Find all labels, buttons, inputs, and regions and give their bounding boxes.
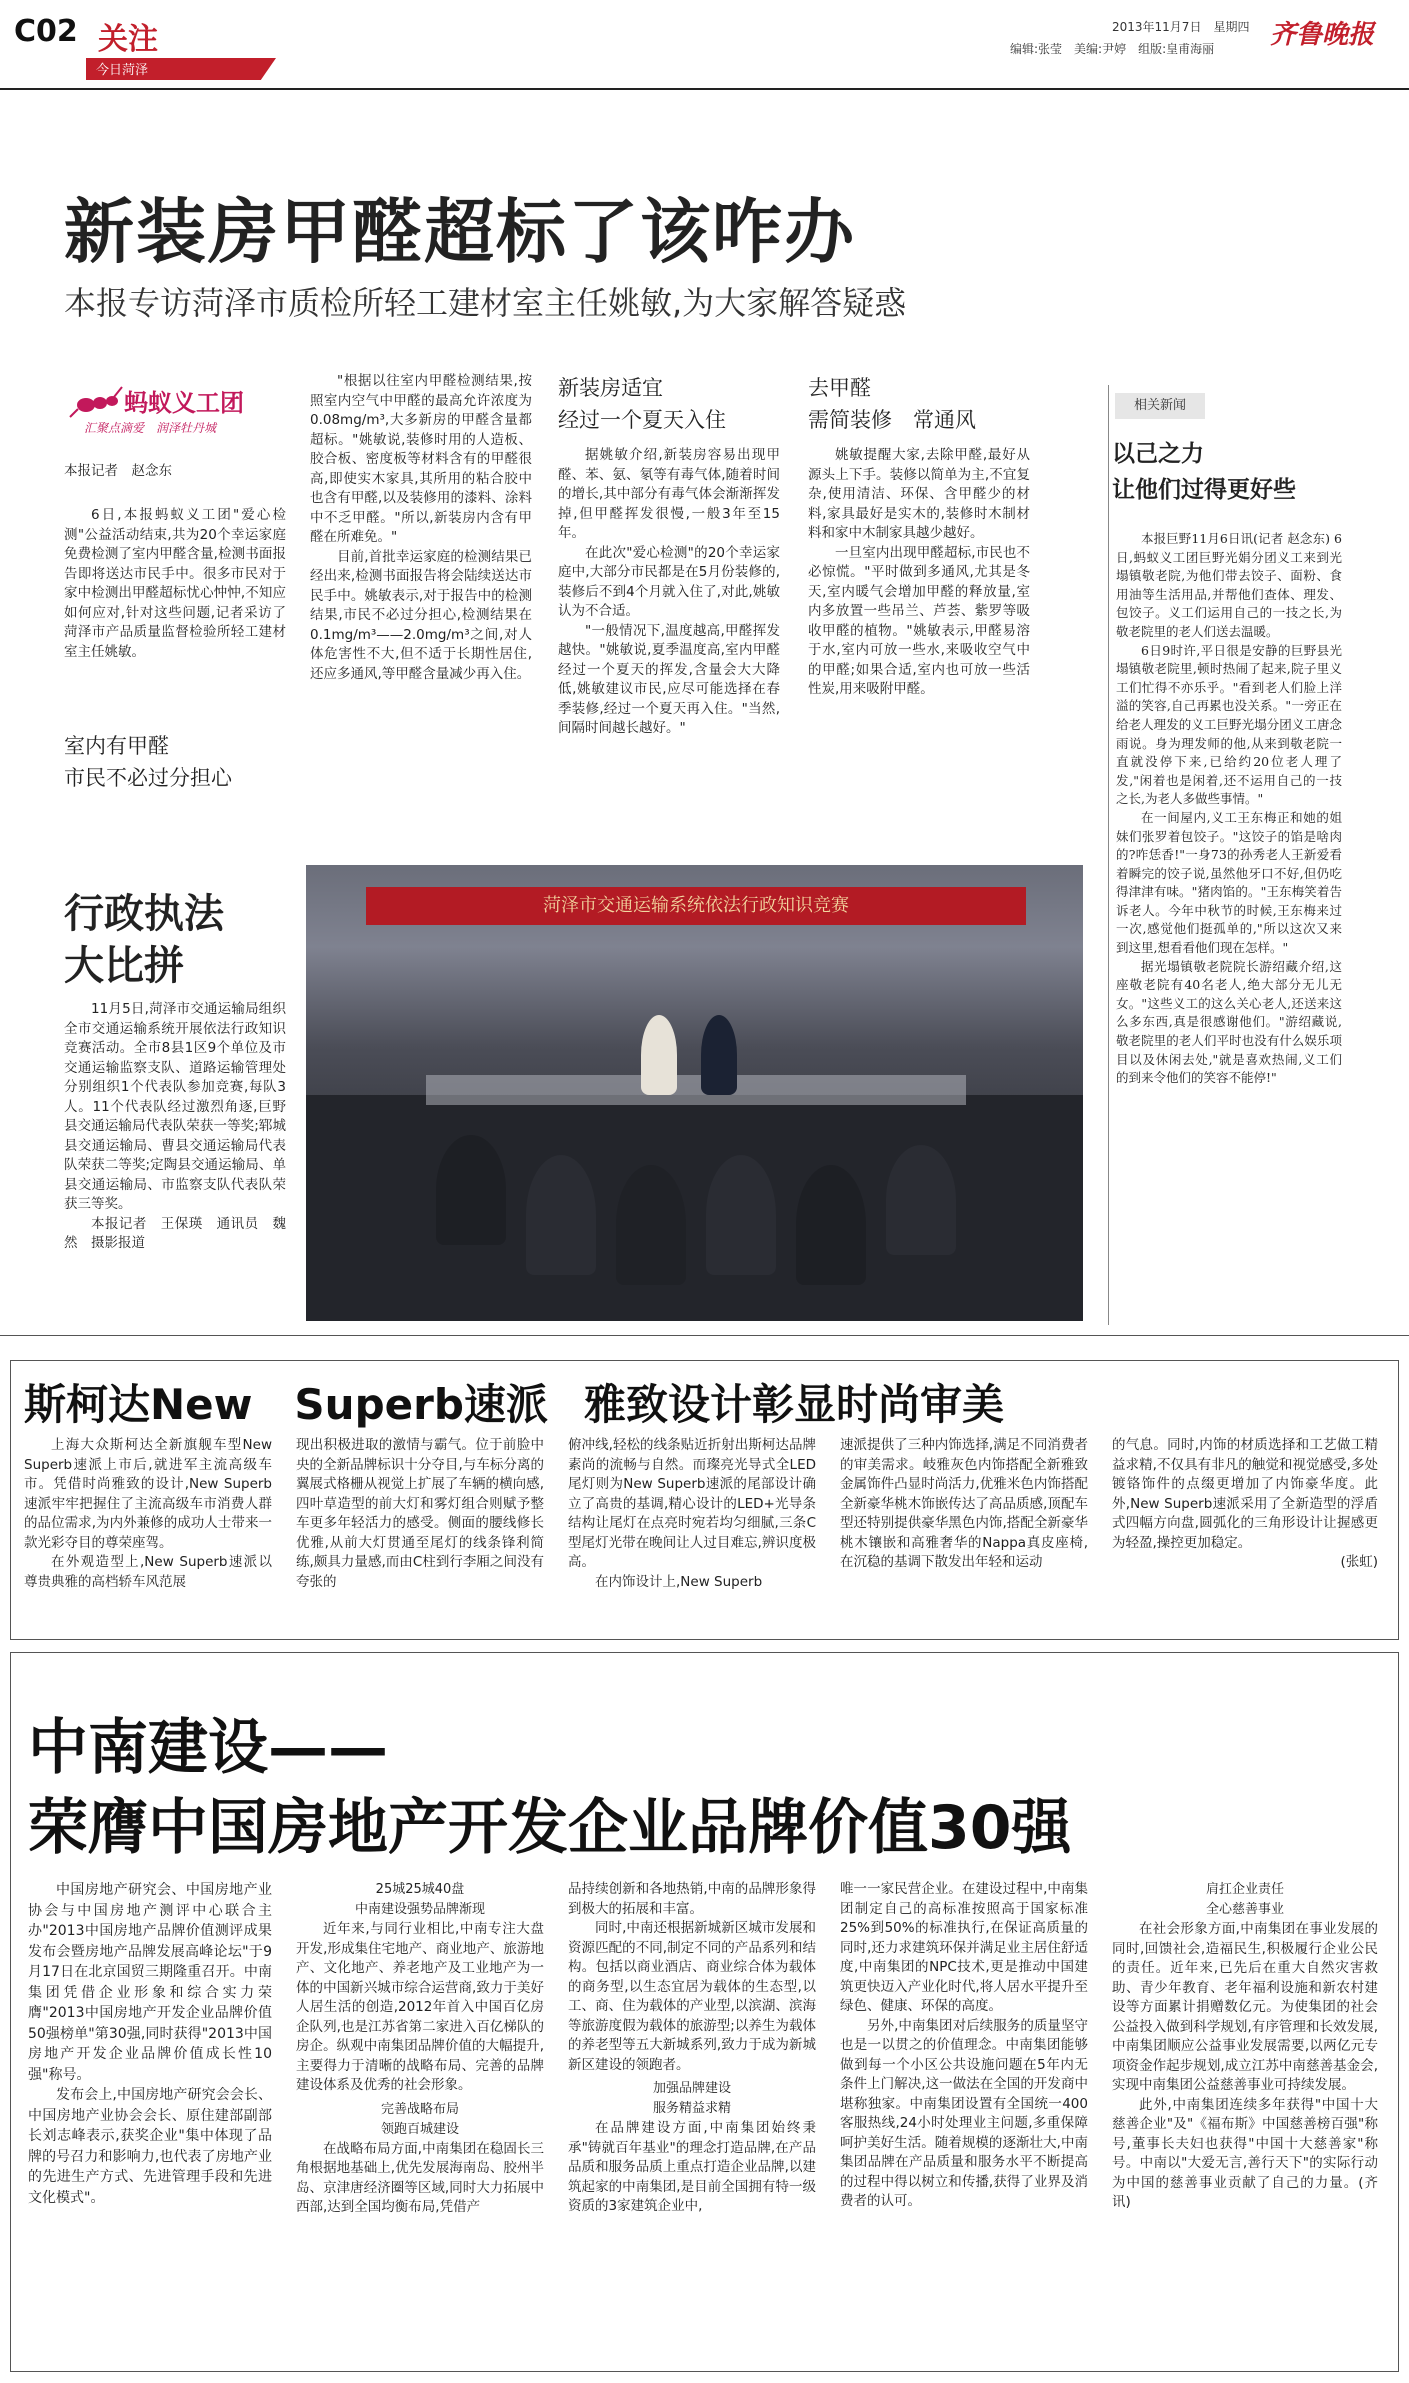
lead-col4-para2: 一旦室内出现甲醛超标,市民也不必惊慌。"平时做到多通风,尤其是冬天,室内暖气会增加甲醛的释放量,室内多放置一些吊兰、芦荟、紫罗等吸收甲醛的植物。"姚敏表示,甲醛易溶于水,室内可放一些水,来吸收空气中的甲醛;如果合适,室内也可放一些活性炭,用来吸附甲醛。 <box>808 544 1030 697</box>
page-number: C02 <box>14 14 78 49</box>
photo-person <box>526 1155 596 1275</box>
zhongnan-col1-para2: 发布会上,中国房地产研究会会长、中国房地产业协会会长、原住建部副部长刘志峰表示,获奖企业"集中体现了品牌的号召力和影响力,也代表了房地产业的先进生产方式、先进管理手段和先进文化模式"。 <box>28 2087 272 2206</box>
zhongnan-col3-head2: 服务精益求精 <box>652 2101 731 2116</box>
photo-person <box>436 1135 506 1245</box>
zhongnan-col4 <box>840 1880 1088 2212</box>
lead-col4-head <box>808 372 1028 436</box>
lead-col1-head-line1: 室内有甲醛 <box>64 734 169 758</box>
zhongnan-col2-para1: 近年来,与同行业相比,中南专注大盘开发,形成集住宅地产、商业地产、旅游地产、文化地产、养老地产及工业地产为一体的中国新兴城市综合运营商,致力于美好人居生活的创造,2012年首入中国百亿房企队列,也是江苏省第二家进入百亿梯队的房企。纵观中南集团品牌价值的大幅提升,主要得力于清晰的战略布局、完善的品牌建设体系及优秀的社会形象。 <box>296 1921 544 2093</box>
zhongnan-col1-para1: 中国房地产研究会、中国房地产业协会与中国房地产测评中心联合主办"2013中国房地产品牌价值测评成果发布会暨房地产品牌发展高峰论坛"于9月17日在北京国贸三期隆重召开。中南集团凭借企业形象和综合实力荣膺"2013中国房地产开发企业品牌价值50强榜单"第30强,同时获得"2013中国房地产开发企业品牌价值成长性10强"称号。 <box>28 1882 272 2083</box>
lead-col4-para1: 姚敏提醒大家,去除甲醛,最好从源头上下手。装修以简单为主,不宜复杂,使用清洁、环保、含甲醛少的材料,家具最好是实木的,装修时木制材料和家中木制家具越少越好。 <box>808 447 1030 541</box>
zhongnan-title1: 中南建设—— <box>28 1713 388 1783</box>
lead-col2 <box>310 372 532 684</box>
skoda-col5-para: 的气息。同时,内饰的材质选择和工艺做工精益求精,不仅具有非凡的触觉和视觉感受,多处镀铬饰件的点缀更增加了内饰豪华度。此外,New Superb速派采用了全新造型的浮盾式四幅方向盘,圆弧化的三角形设计让握感更为轻盈,操控更加稳定。 <box>1112 1437 1378 1551</box>
law-body <box>64 1000 286 1254</box>
photo-banner-text: 菏泽市交通运输系统依法行政知识竞赛 <box>543 895 849 916</box>
newspaper-logo: 齐鲁晚报 <box>1270 20 1375 50</box>
zhongnan-col3-head1: 加强品牌建设 <box>652 2081 731 2096</box>
photo-host <box>701 1015 737 1095</box>
zhongnan-col3-para2: 同时,中南还根据新城新区城市发展和资源匹配的不同,制定不同的产品系列和结构。包括以商业酒店、商业综合体为载体的商务型,以生态宜居为载体的生态型,以工、商、住为载体的产业型,以滨湖、滨海等旅游度假为载体的旅游型;以养生为载体的养老型等五大新城系列,致力于成为新城新区建设的领跑者。 <box>568 1920 816 2073</box>
zhongnan-col5-head2: 全心慈善事业 <box>1205 1902 1284 1917</box>
skoda-col1 <box>24 1436 272 1592</box>
law-para: 11月5日,菏泽市交通运输局组织全市交通运输系统开展依法行政知识竞赛活动。全市8县1区9个单位及市交通运输监察支队、道路运输管理处分别组织1个代表队参加竞赛,每队3人。11个代表队经过激烈角逐,巨野县交通运输局代表队荣获一等奖;郓城县交通运输局、曹县交通运输局代表队荣获二等奖;定陶县交通运输局、单县交通运输局、市监察支队代表队荣获三等奖。 <box>64 1001 286 1212</box>
contest-photo <box>306 865 1083 1321</box>
subsection-label: 今日菏泽 <box>96 63 149 78</box>
skoda-col4 <box>840 1436 1088 1573</box>
lead-col3-para2: 在此次"爱心检测"的20个幸运家庭中,大部分市民都是在5月份装修的,装修后不到4个月就入住了,对此,姚敏认为不合适。 <box>558 544 780 619</box>
skoda-col1-para2: 在外观造型上,New Superb速派以尊贵典雅的高档轿车风范展 <box>24 1554 272 1590</box>
zhongnan-col2-head4: 领跑百城建设 <box>380 2121 459 2137</box>
photo-floor <box>306 1095 1083 1321</box>
lead-byline: 本报记者 赵念东 <box>64 463 172 479</box>
lead-col3-head <box>558 372 778 436</box>
zhongnan-title2: 荣膺中国房地产开发企业品牌价值30强 <box>28 1793 1072 1863</box>
skoda-col1-para1: 上海大众斯柯达全新旗舰车型New Superb速派上市后,就进军主流高级车市。凭借时尚雅致的设计,New Superb速派牢牢把握住了主流高级车市消费人群的品位需求,为内外兼修的成功人士带来一款光彩夺目的尊荣座驾。 <box>24 1437 272 1551</box>
lead-col4-head-line1: 去甲醛 <box>808 376 871 400</box>
lead-col1-para: 6日,本报蚂蚁义工团"爱心检测"公益活动结束,共为20个幸运家庭免费检测了室内甲醛含量,检测书面报告即将送达市民手中。很多市民对于家中检测出甲醛超标忧心忡忡,不知应如何应对,针对这些问题,记者采访了菏泽市产品质量监督检验所轻工建材室主任姚敏。 <box>64 507 286 660</box>
lead-col3-head-line1: 新装房适宜 <box>558 376 663 400</box>
sidebar-headline <box>1112 436 1340 508</box>
zhongnan-col2-head2: 中南建设强势品牌渐现 <box>354 1902 485 1917</box>
law-byline: 本报记者 王保瑛 通讯员 魏然 摄影报道 <box>64 1215 286 1251</box>
photo-person <box>796 1165 866 1285</box>
lead-col1-head <box>64 730 286 794</box>
issue-date: 2013年11月7日 星期四 <box>1112 20 1250 34</box>
law-headline <box>64 888 294 992</box>
zhongnan-col2-para2: 在战略布局方面,中南集团在稳固长三角根据地基础上,优先发展海南岛、胶州半岛、京津唐经济圈等区域,同时大力拓展中西部,达到全国均衡布局,凭借产 <box>296 2140 544 2215</box>
skoda-credit: (张虹) <box>1340 1554 1378 1570</box>
skoda-col2-para: 现出积极进取的激情与霸气。位于前脸中央的全新品牌标识十分夺目,与车标分离的翼展式格栅从视觉上扩展了车辆的横向感,四叶草造型的前大灯和雾灯组合则赋予整车更多年轻活力的感受。侧面的腰线修长优雅,从前大灯贯通至尾灯的线条锋利简练,颇具力量感,而由C柱到行李厢之间没有夸张的 <box>296 1437 544 1590</box>
lead-col4 <box>808 446 1030 700</box>
section-title: 关注 <box>98 22 158 57</box>
zhongnan-col4-para1: 唯一一家民营企业。在建设过程中,中南集团制定自己的高标准按照高于国家标准25%到50%的标准执行,在保证高质量的同时,还力求建筑环保并满足业主居住舒适度,中南集团的NPC技术,更是推动中国建筑更快迈入产业化时代,将人居水平提升至绿色、健康、环保的高度。 <box>840 1881 1088 2014</box>
lead-col3-para3: "一般情况下,温度越高,甲醛挥发越快。"姚敏说,夏季温度高,室内甲醛经过一个夏天的挥发,含量会大大降低,姚敏建议市民,应尽可能选择在春季装修,经过一个夏天再入住。"当然,间隔时间越长越好。" <box>558 622 780 736</box>
law-headline-line2: 大比拼 <box>64 943 184 989</box>
skoda-col3-para2: 在内饰设计上,New Superb <box>595 1573 763 1590</box>
zhongnan-col3 <box>568 1880 816 2217</box>
skoda-col4-para: 速派提供了三种内饰选择,满足不同消费者的审美需求。岐雅灰色内饰搭配全新雅致金属饰件凸显时尚活力,优雅米色内饰搭配全新豪华桃木饰嵌传达了高品质感,顶配车型还特别提供豪华黑色内饰,搭配全新豪华桃木镶嵌和高雅奢华的Nappa真皮座椅,在沉稳的基调下散发出年轻和运动 <box>840 1437 1088 1570</box>
zhongnan-col2-head1: 25城25城40盘 <box>375 1882 465 1897</box>
skoda-col2 <box>296 1436 544 1592</box>
section-rule <box>0 1335 1409 1336</box>
zhongnan-col1 <box>28 1880 272 2208</box>
zhongnan-col4-para2: 另外,中南集团对后续服务的质量坚守也是一以贯之的价值理念。中南集团能够做到每一个小区公共设施问题在5年内无条件上门解决,这一做法在全国的开发商中堪称独家。中南集团设置有全国统一400客服热线,24小时处理业主问题,多重保障呵护美好生活。随着规模的逐渐壮大,中南集团品牌在产品质量和服务水平不断提高的过程中得以树立和传播,获得了业界及消费者的认可。 <box>840 2017 1088 2209</box>
zhongnan-col5-head1: 肩扛企业责任 <box>1205 1882 1284 1897</box>
lead-subheadline: 本报专访菏泽市质检所轻工建材室主任姚敏,为大家解答疑惑 <box>64 284 907 322</box>
zhongnan-col3-para1: 品持续创新和各地热销,中南的品牌形象得到极大的拓展和丰富。 <box>568 1881 816 1917</box>
sidebar-headline-line1: 以己之力 <box>1112 441 1204 467</box>
sidebar-para1: 本报巨野11月6日讯(记者 赵念东) 6日,蚂蚁义工团巨野光娟分团义工来到光塌镇敬老院,为他们带去饺子、面粉、食用油等生活用品,并帮他们查体、理发、包饺子。义工们运用自己的一技之长,为敬老院里的老人们送去温暖。 <box>1116 531 1342 639</box>
header-rule <box>0 88 1409 90</box>
ant-volunteer-logo <box>64 383 282 443</box>
skoda-col3 <box>568 1436 816 1592</box>
lead-col3-para1: 据姚敏介绍,新装房容易出现甲醛、苯、氨、氡等有毒气体,随着时间的增长,其中部分有毒气体会渐渐挥发掉,但甲醛挥发很慢,一般3年至15年。 <box>558 447 780 541</box>
sidebar-body <box>1116 530 1342 1088</box>
page-header <box>0 0 1409 88</box>
sidebar-para3: 在一间屋内,义工王东梅正和她的姐妹们张罗着包饺子。"这饺子的馅是啥肉的?咋恁香!"一身73的孙秀老人王新爱看着瞬完的饺子说,虽然他牙口不好,但仍吃得津津有味。"猪肉馅的。"王东梅笑着告诉老人。今年中秋节的时候,王东梅来过一次,感觉他们挺孤单的,"所以这次又来到这里,想看看他们现在怎样。" <box>1116 809 1342 956</box>
skoda-col5 <box>1112 1436 1378 1573</box>
photo-person <box>886 1145 956 1255</box>
lead-col1-head-line2: 市民不必过分担心 <box>64 766 232 790</box>
editors-line: 编辑:张莹 美编:尹婷 组版:皇甫海丽 <box>1010 42 1215 56</box>
lead-col1 <box>64 506 286 662</box>
photo-person <box>616 1165 686 1285</box>
zhongnan-col2-head3: 完善战略布局 <box>380 2101 459 2117</box>
zhongnan-col5-para1: 在社会形象方面,中南集团在事业发展的同时,回馈社会,造福民生,积极履行企业公民的责任。近年来,已先后在重大自然灾害救助、青少年教育、老年福利设施和新农村建设等方面累计捐赠数亿元。为使集团的社会公益投入做到科学规划,有序管理和长效发展,中南集团顺应公益事业发展需要,以两亿元专项资金作起步规划,成立江苏中南慈善基金会,实现中南集团公益慈善事业可持续发展。 <box>1112 1921 1378 2093</box>
zhongnan-col3-para3: 在品牌建设方面,中南集团始终秉承"铸就百年基业"的理念打造品牌,在产品品质和服务品质上重点打造企业品牌,以建筑起家的中南集团,是目前全国拥有特一级资质的3家建筑企业中, <box>568 2120 816 2214</box>
zhongnan-col2 <box>296 1880 544 2218</box>
sidebar-headline-line2: 让他们过得更好些 <box>1112 477 1296 503</box>
ant-logo-text: 蚂蚁义工团 <box>124 388 244 417</box>
ant-slogan: 汇聚点滴爱 润泽牡丹城 <box>84 421 217 435</box>
photo-person <box>706 1155 776 1275</box>
lead-col3 <box>558 446 780 739</box>
lead-col2-para2: 目前,首批幸运家庭的检测结果已经出来,检测书面报告将会陆续送达市民手中。姚敏表示,对于报告中的检测结果,市民不必过分担心,检测结果在0.1mg/m³——2.0mg/m³之间,对人体危害性不大,但不适于长期性居住,还应多通风,等甲醛含量减少再入住。 <box>310 548 532 682</box>
sidebar-para2: 6日9时许,平日很是安静的巨野县光塌镇敬老院里,顿时热闹了起来,院子里义工们忙得不亦乐乎。"看到老人们脸上洋溢的笑容,自己再累也没关系。"一旁正在给老人理发的义工巨野光塌分团义工唐念雨说。身为理发师的他,从来到敬老院一直就没停下来,已给约20位老人理了发,"闲着也是闲着,还不运用自己的一技之长,为老人多做些事情。" <box>1116 642 1342 807</box>
photo-table <box>426 1075 966 1105</box>
lead-col2-para1: "根据以往室内甲醛检测结果,按照室内空气中甲醛的最高允许浓度为0.08mg/m³,大多新房的甲醛含量都超标。"姚敏说,装修时用的人造板、胶合板、密度板等材料含有的甲醛很高,即使实木家具,其所用的粘合胶中也含有甲醛,以及装修用的漆料、涂料中不乏甲醛。"所以,新装房内含有甲醛在所难免。" <box>310 373 532 545</box>
skoda-col3-para1: 俯冲线,轻松的线条贴近折射出斯柯达品牌素尚的流畅与自然。而璨亮光导式全LED尾灯则为New Superb速派的尾部设计确立了高贵的基调,精心设计的LED+光导条结构让尾灯在点亮时宛若均匀细腻,三条C型尾灯光带在晚间让人过目难忘,辨识度极高。 <box>568 1437 816 1570</box>
related-news-tag: 相关新闻 <box>1115 393 1205 419</box>
skoda-title-b: 雅致设计彰显时尚审美 <box>584 1380 1005 1429</box>
law-headline-line1: 行政执法 <box>64 891 224 937</box>
lead-col3-head-line2: 经过一个夏天入住 <box>558 408 726 432</box>
skoda-title-a: 斯柯达New Superb速派 <box>24 1380 548 1429</box>
lead-headline: 新装房甲醛超标了该咋办 <box>64 191 856 273</box>
photo-host <box>641 1015 677 1095</box>
photo-banner <box>366 887 1026 925</box>
sidebar-para4: 据光塌镇敬老院院长游绍藏介绍,这座敬老院有40名老人,绝大部分无儿无女。"这些义工的这么关心老人,还送来这么多东西,真是很感谢他们。"游绍藏说,敬老院里的老人们平时也没有什么娱乐项目以及休闲去处,"就是喜欢热闹,义工们的到来令他们的笑容不能停!" <box>1116 958 1342 1086</box>
lead-col4-head-line2: 需简装修 常通风 <box>808 408 976 432</box>
zhongnan-col5-para2: 此外,中南集团连续多年获得"中国十大慈善企业"及"《福布斯》中国慈善榜百强"称号,董事长夫妇也获得"中国十大慈善家"称号。中南以"大爱无言,善行天下"的实际行动为中国的慈善事业贡献了自己的力量。(齐讯) <box>1112 2096 1378 2210</box>
zhongnan-col5 <box>1112 1880 1378 2213</box>
